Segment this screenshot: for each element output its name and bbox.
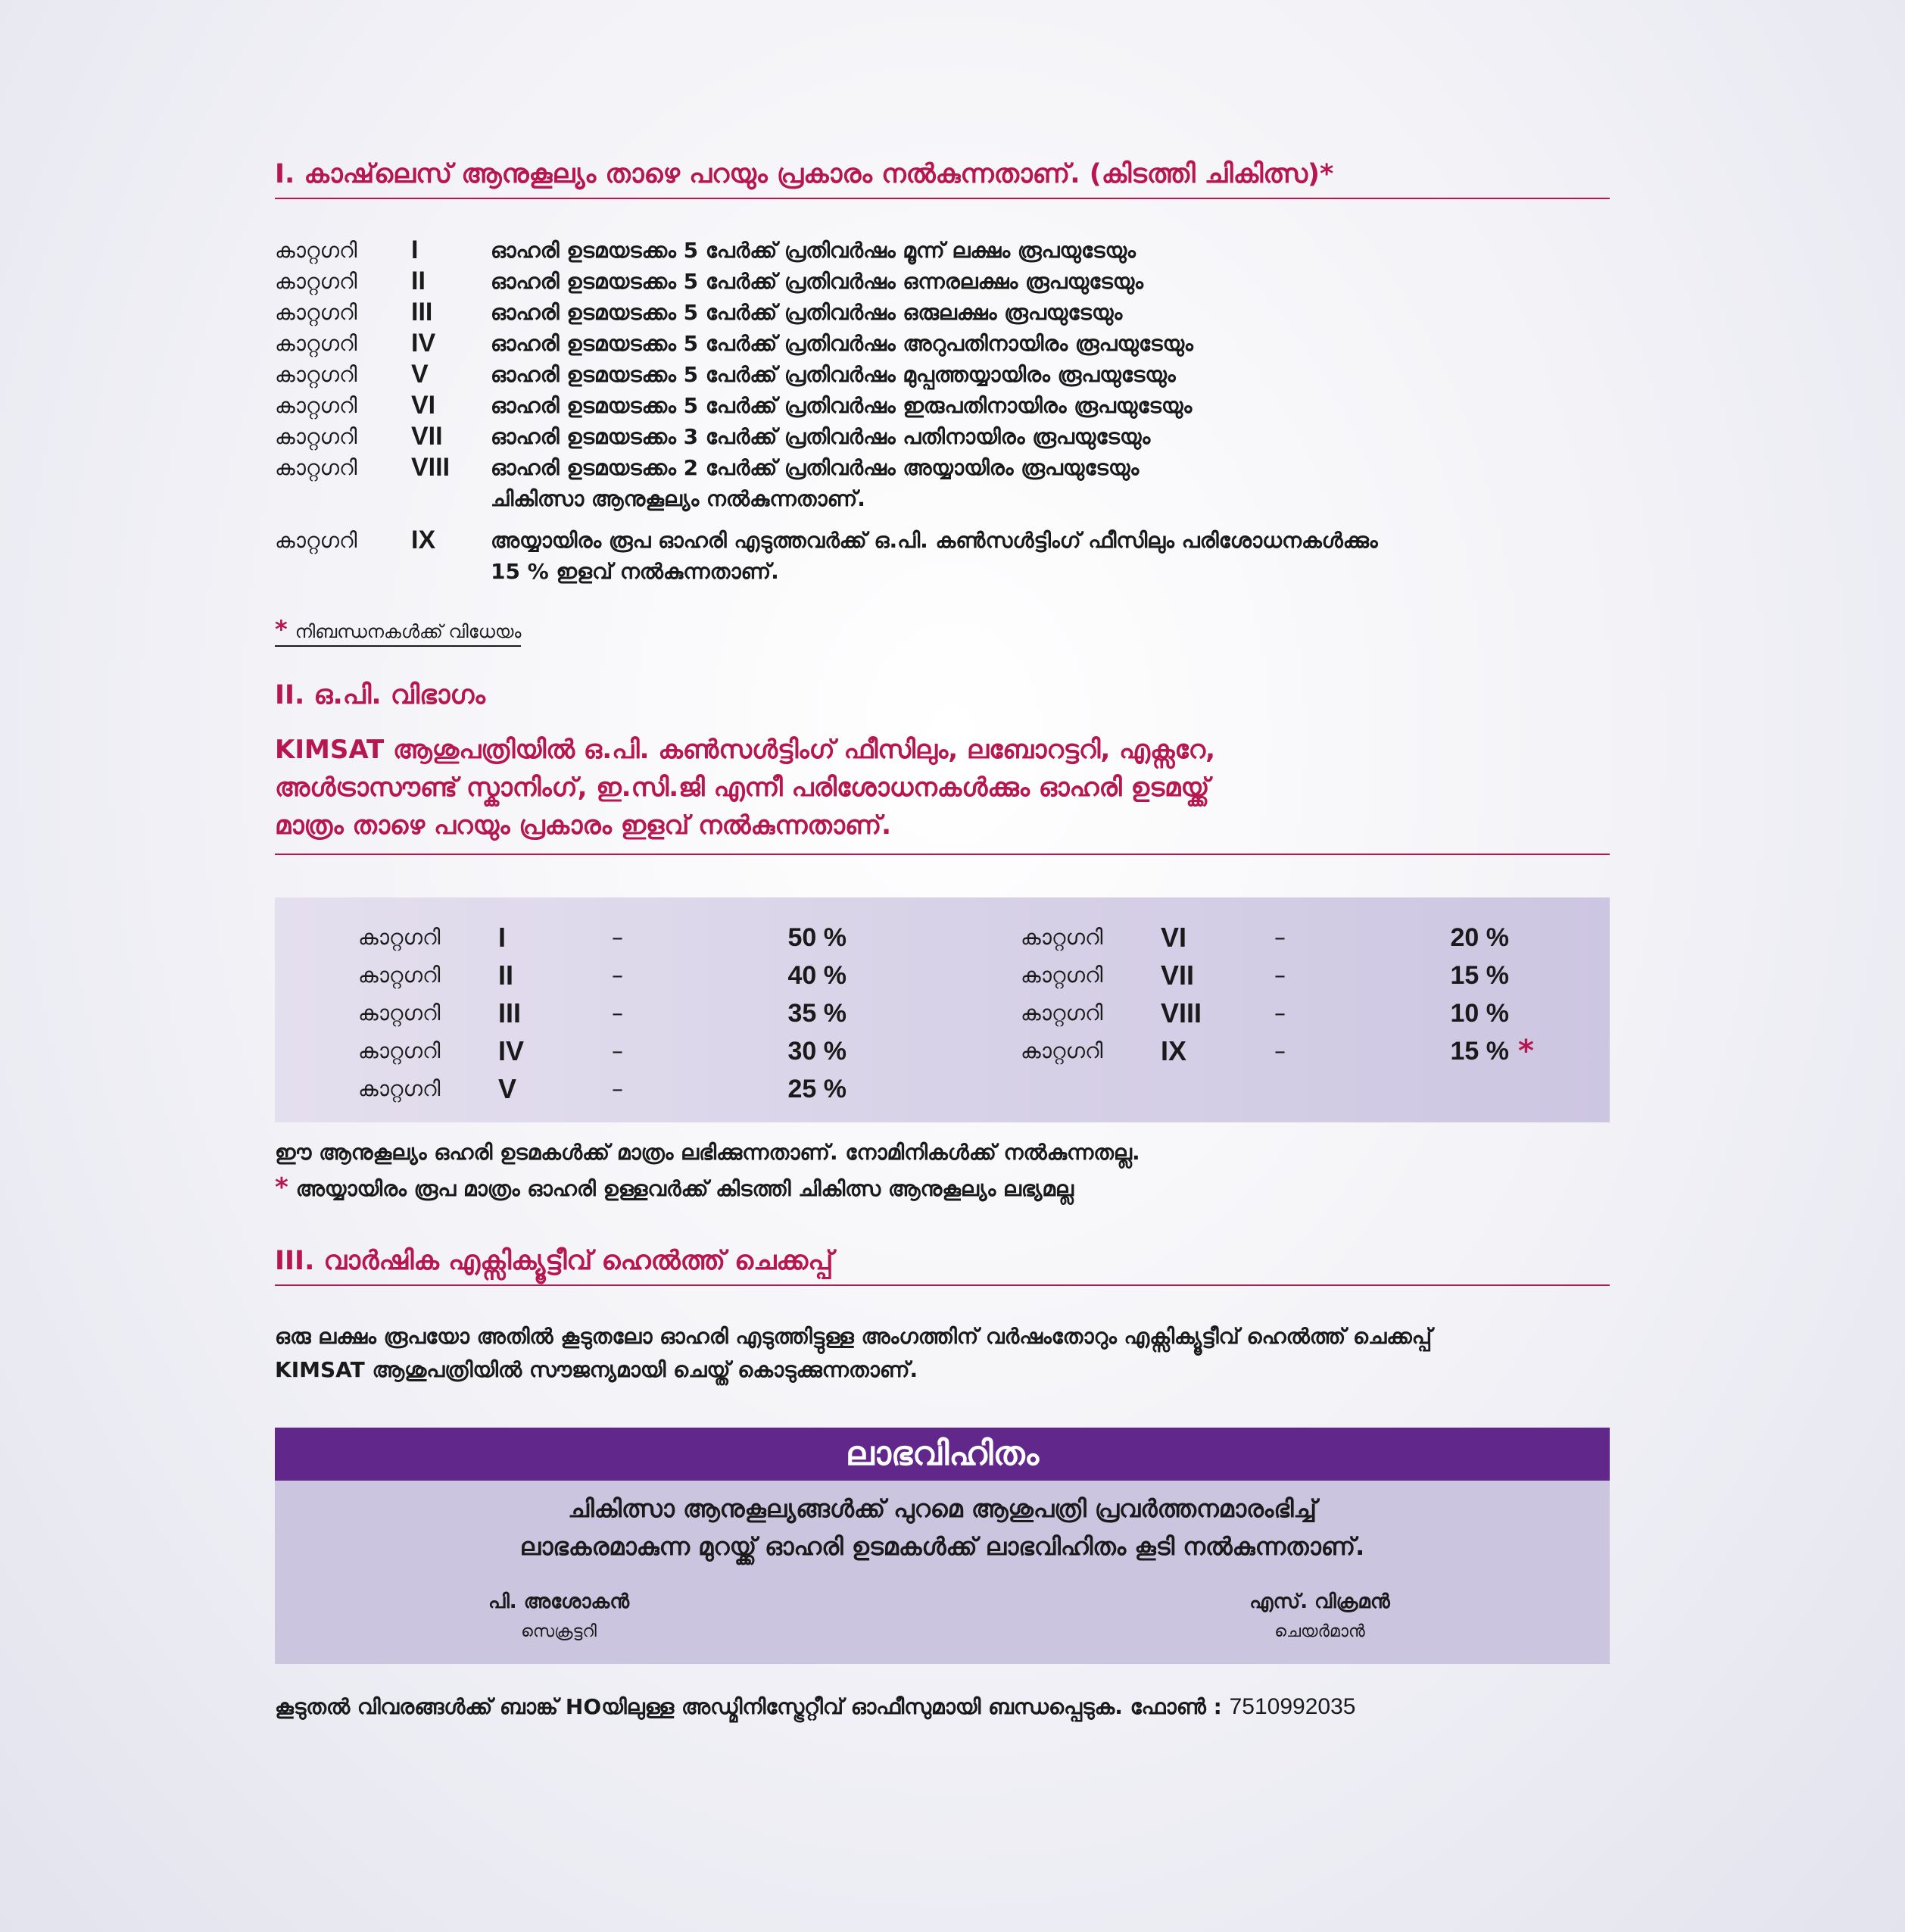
category-row (275, 359, 1610, 390)
discount-dash: – (1274, 962, 1286, 989)
category-benefit: ഓഹരി ഉടമയടക്കം 5 പേർക്ക് പ്രതിവർഷം ഒന്നരലക്ഷം രൂപയുടേയും (491, 269, 1144, 294)
discount-dash: – (612, 1075, 623, 1103)
op-line-3: മാത്രം താഴെ പറയും പ്രകാരം ഇളവ് നൽകുന്നതാണ്. (275, 810, 892, 841)
asterisk: * (275, 1172, 288, 1203)
category-label: കാറ്റഗറി (275, 238, 357, 263)
section3-title: III. വാർഷിക എക്സിക്യൂട്ടീവ് ഹെൽത്ത് ചെക്കപ്പ് (275, 1242, 1610, 1286)
category-benefit: ഓഹരി ഉടമയടക്കം 5 പേർക്ക് പ്രതിവർഷം മുപ്പത്തയ്യായിരം രൂപയുടേയും (491, 362, 1176, 387)
discount-column-right (1021, 919, 1534, 1070)
category-number: V (411, 360, 429, 389)
secretary-name: പി. അശോകൻ (488, 1590, 630, 1613)
dividend-text (275, 1481, 1610, 1565)
phone-number: 7510992035 (1229, 1694, 1356, 1719)
category-number: VII (411, 422, 443, 451)
discount-category: III (498, 997, 522, 1028)
category-benefit-continuation: ചികിത്സാ ആനുകൂല്യം നൽകുന്നതാണ്. (491, 486, 865, 511)
discount-percent: 15 % (1450, 1036, 1509, 1066)
discount-dash: – (612, 1038, 623, 1065)
category-row (275, 421, 1610, 452)
category-row (275, 328, 1610, 359)
health-checkup-line-1: ഒരു ലക്ഷം രൂപയോ അതിൽ കൂടുതലോ ഓഹരി എടുത്തിട്ടുള്ള അംഗത്തിന് വർഷംതോറും എക്സിക്യൂട്ടീവ് ഹെൽത്ത് ചെക്കപ്പ് (275, 1324, 1433, 1349)
dividend-line-2: ലാഭകരമാകുന്ന മുറയ്ക്ക് ഓഹരി ഉടമകൾക്ക് ലാഭവിഹിതം കൂടി നൽകുന്നതാണ്. (519, 1532, 1365, 1561)
discount-label: കാറ്റഗറി (1021, 1000, 1103, 1025)
category-number: VIII (411, 453, 451, 482)
discount-category: VIII (1161, 997, 1202, 1028)
discount-dash: – (612, 1000, 623, 1027)
discount-row (358, 957, 846, 994)
cashless-category-table (275, 235, 1610, 587)
dividend-line-1: ചികിത്സാ ആനുകൂല്യങ്ങൾക്ക് പുറമെ ആശുപത്രി പ്രവർത്തനമാരംഭിച്ച് (568, 1494, 1317, 1523)
category-row-continuation (275, 483, 1610, 514)
discount-percent: 10 % (1450, 998, 1509, 1028)
discount-dash: – (612, 962, 623, 989)
discount-column-left (358, 919, 846, 1108)
discount-category: IX (1161, 1035, 1187, 1066)
discount-row (358, 919, 846, 957)
secretary-role: സെക്രട്ടറി (521, 1622, 597, 1641)
discount-row (1021, 994, 1534, 1032)
discount-row (358, 994, 846, 1032)
category-benefit: ഓഹരി ഉടമയടക്കം 5 പേർക്ക് പ്രതിവർഷം മൂന്ന് ലക്ഷം രൂപയുടേയും (491, 238, 1136, 263)
category-benefit: അയ്യായിരം രൂപ ഓഹരി എടുത്തവർക്ക് ഒ.പി. കൺസൾട്ടിംഗ് ഫീസിലും പരിശോധനകൾക്കും (491, 528, 1378, 553)
discount-category: II (498, 960, 514, 991)
discount-percent: 15 % (1450, 960, 1509, 990)
category-row (275, 525, 1610, 556)
discount-label: കാറ്റഗറി (358, 925, 441, 950)
discount-table-box (275, 897, 1610, 1122)
health-checkup-line-2: KIMSAT ആശുപത്രിയിൽ സൗജന്യമായി ചെയ്ത് കൊടുക്കുന്നതാണ്. (275, 1357, 918, 1382)
discount-row (1021, 919, 1534, 957)
dividend-box (275, 1428, 1610, 1664)
asterisk: * (275, 615, 288, 644)
discount-percent: 40 % (787, 960, 846, 990)
category-label: കാറ്റഗറി (275, 269, 357, 294)
discount-category: VI (1161, 922, 1187, 953)
chairman-role: ചെയർമാൻ (1274, 1622, 1365, 1641)
discount-label: കാറ്റഗറി (1021, 963, 1103, 988)
discount-row (1021, 957, 1534, 994)
category-benefit: ഓഹരി ഉടമയടക്കം 3 പേർക്ക് പ്രതിവർഷം പതിനായിരം രൂപയുടേയും (491, 424, 1151, 449)
discount-percent: 20 % (1450, 922, 1509, 952)
category-number: I (411, 236, 419, 264)
discount-label: കാറ്റഗറി (1021, 925, 1103, 950)
op-line-1: KIMSAT ആശുപത്രിയിൽ ഒ.പി. കൺസൾട്ടിംഗ് ഫീസിലും, ലബോറട്ടറി, എക്സറേ, (275, 735, 1216, 765)
discount-percent: 50 % (787, 922, 846, 952)
discount-percent: 25 % (787, 1074, 846, 1103)
category-benefit: ഓഹരി ഉടമയടക്കം 5 പേർക്ക് പ്രതിവർഷം ഇരുപതിനായിരം രൂപയുടേയും (491, 393, 1193, 418)
discount-percent: 30 % (787, 1036, 846, 1066)
contact-text: കൂടുതൽ വിവരങ്ങൾക്ക് ബാങ്ക് HOയിലുള്ള അഡ്മിനിസ്ട്രേറ്റീവ് ഓഫീസുമായി ബന്ധപ്പെടുക. ഫോൺ : (275, 1694, 1230, 1719)
asterisk: * (1518, 1034, 1534, 1069)
category-row (275, 235, 1610, 266)
discount-dash: – (612, 924, 623, 951)
discount-label: കാറ്റഗറി (358, 1038, 441, 1063)
discount-category: IV (498, 1035, 525, 1066)
chairman-name: എസ്. വിക്രമൻ (1249, 1590, 1390, 1613)
category-benefit: ഓഹരി ഉടമയടക്കം 5 പേർക്ക് പ്രതിവർഷം ഒരുലക്ഷം രൂപയുടേയും (491, 300, 1123, 325)
category-number: VI (411, 391, 436, 420)
category-label: കാറ്റഗറി (275, 331, 357, 356)
discount-dash: – (1274, 1000, 1286, 1027)
discount-category: V (498, 1073, 517, 1104)
discount-label: കാറ്റഗറി (358, 1076, 441, 1101)
shareholder-only-note: ഈ ആനുകൂല്യം ഒഹരി ഉടമകൾക്ക് മാത്രം ലഭിക്കുന്നതാണ്. നോമിനികൾക്ക് നൽകുന്നതല്ല. (275, 1140, 1140, 1165)
category-number: II (411, 267, 426, 295)
discount-dash: – (1274, 1038, 1286, 1065)
conditions-note (275, 615, 521, 647)
signatory-secretary (369, 1587, 748, 1647)
category-label: കാറ്റഗറി (275, 528, 357, 553)
discount-category: VII (1161, 960, 1195, 991)
op-discount-description (275, 731, 1610, 855)
category-number: IX (411, 526, 436, 554)
category-label: കാറ്റഗറി (275, 424, 357, 449)
discount-row (358, 1070, 846, 1108)
discount-category: I (498, 922, 507, 953)
category-number: III (411, 298, 433, 326)
category-row-continuation (275, 556, 1610, 587)
category-row (275, 452, 1610, 483)
discount-dash: – (1274, 924, 1286, 951)
category-row (275, 297, 1610, 328)
discount-label: കാറ്റഗറി (1021, 1038, 1103, 1063)
op-line-2: അൾട്രാസൗണ്ട് സ്കാനിംഗ്, ഇ.സി.ജി എന്നീ പരിശോധനകൾക്കും ഓഹരി ഉടമയ്ക്ക് (275, 772, 1210, 803)
category-benefit: ഓഹരി ഉടമയടക്കം 5 പേർക്ക് പ്രതിവർഷം അറുപതിനായിരം രൂപയുടേയും (491, 331, 1193, 356)
section1-title: I. കാഷ്‌ലെസ് ആനുകൂല്യം താഴെ പറയും പ്രകാരം നൽകുന്നതാണ്. (കിടത്തി ചികിത്സ)* (275, 155, 1610, 199)
category-label: കാറ്റഗറി (275, 300, 357, 325)
discount-percent: 35 % (787, 998, 846, 1028)
category-benefit: ഓഹരി ഉടമയടക്കം 2 പേർക്ക് പ്രതിവർഷം അയ്യായിരം രൂപയുടേയും (491, 455, 1140, 480)
discount-row (358, 1032, 846, 1070)
category-label: കാറ്റഗറി (275, 362, 357, 387)
category-number: IV (411, 329, 436, 357)
conditions-note-text: നിബന്ധനകൾക്ക് വിധേയം (295, 621, 522, 642)
inpatient-exclusion-text: അയ്യായിരം രൂപ മാത്രം ഓഹരി ഉള്ളവർക്ക് കിടത്തി ചികിത്സ ആനുകൂല്യം ലഭ്യമല്ല (295, 1176, 1074, 1201)
category-label: കാറ്റഗറി (275, 455, 357, 480)
discount-label: കാറ്റഗറി (358, 963, 441, 988)
discount-label: കാറ്റഗറി (358, 1000, 441, 1025)
category-row (275, 266, 1610, 297)
category-row (275, 390, 1610, 421)
inpatient-exclusion-note (275, 1171, 1610, 1206)
signatory-chairman (1130, 1587, 1509, 1647)
section2-title: II. ഒ.പി. വിഭാഗം (275, 680, 485, 710)
category-label: കാറ്റഗറി (275, 393, 357, 418)
category-benefit-continuation: 15 % ഇളവ് നൽകുന്നതാണ്. (491, 559, 779, 584)
dividend-heading: ലാഭവിഹിതം (275, 1428, 1610, 1481)
discount-row (1021, 1032, 1534, 1070)
contact-footer (275, 1694, 1355, 1720)
